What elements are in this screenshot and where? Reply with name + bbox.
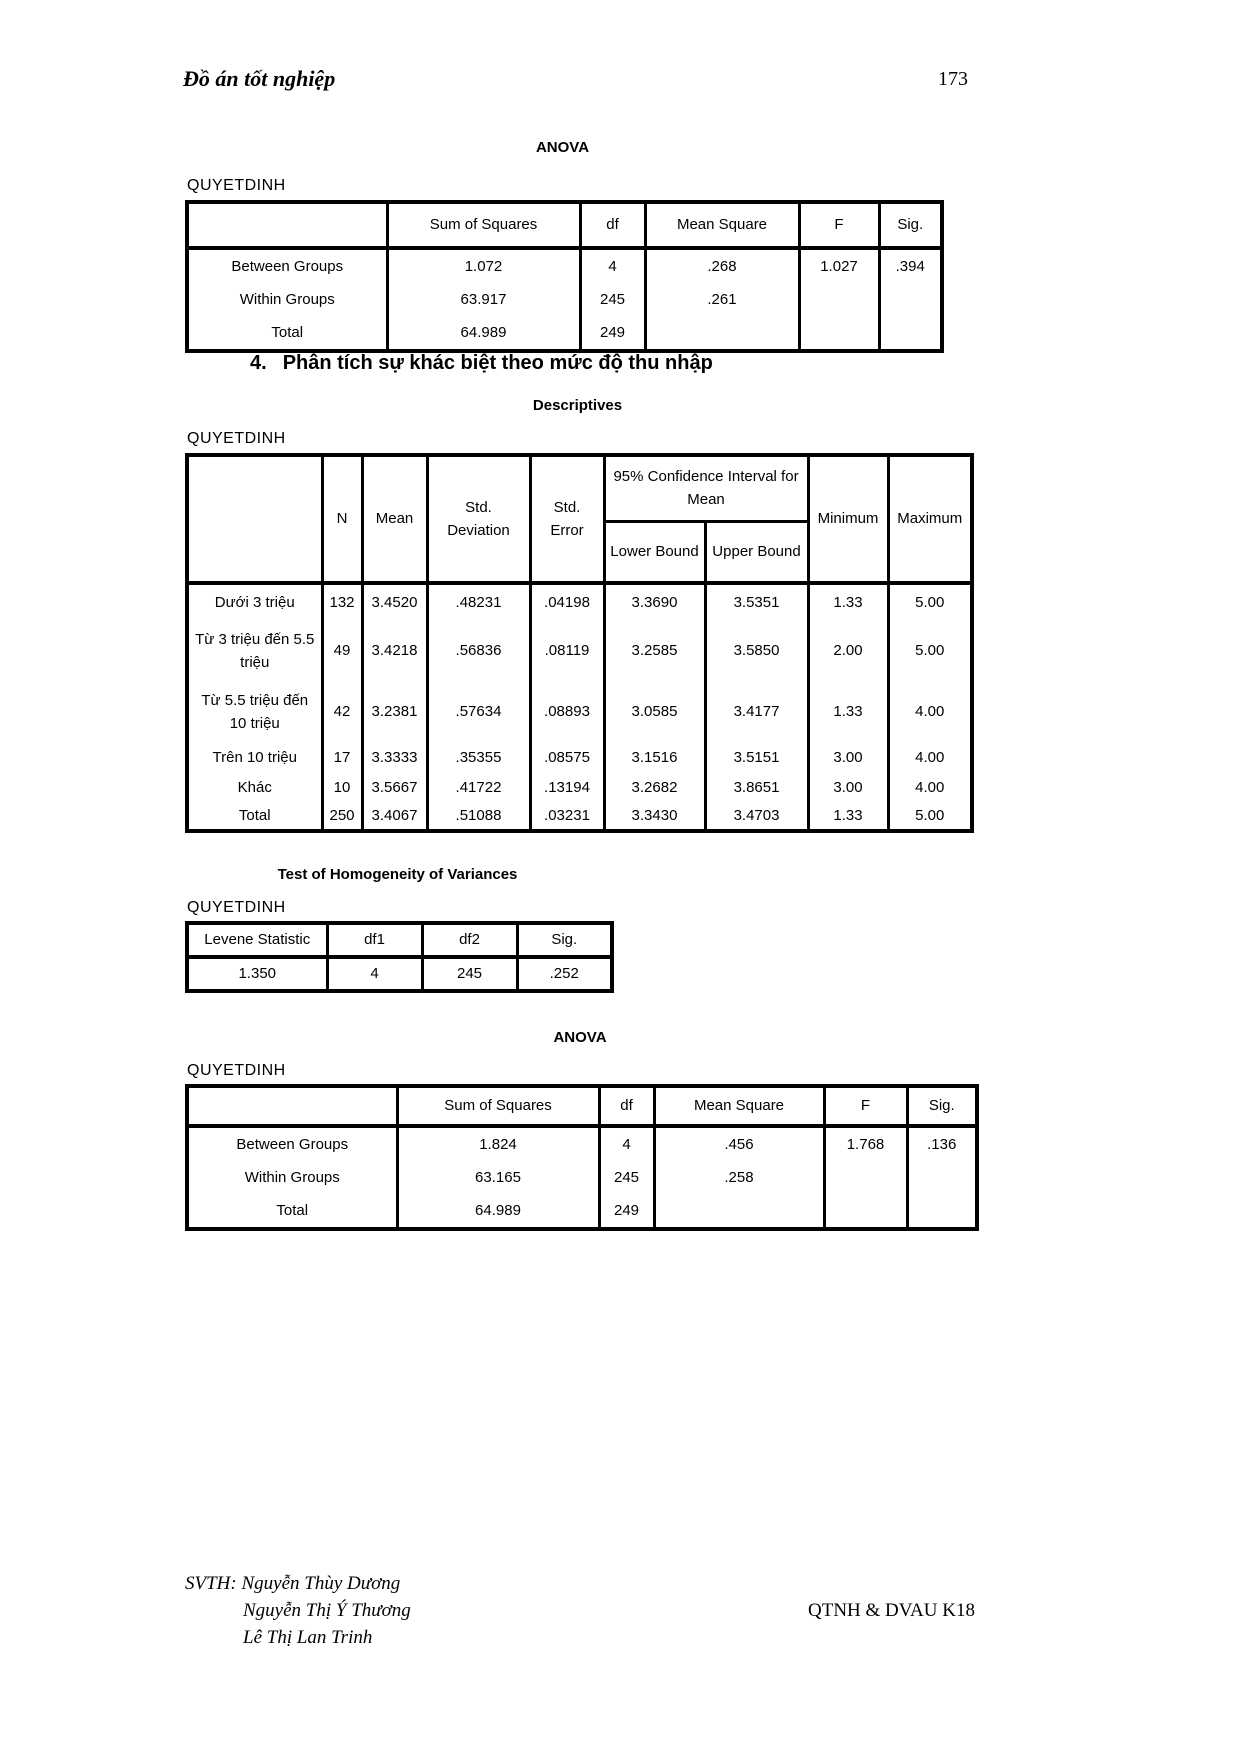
cell: 2.00	[808, 621, 888, 681]
row-label: Khác	[187, 773, 322, 802]
descriptives-header-empty	[187, 455, 322, 583]
row-label: Từ 5.5 triệu đến 10 triệu	[187, 681, 322, 743]
cell: 245	[599, 1161, 654, 1195]
descriptives-header-std-error: Std. Error	[530, 455, 604, 583]
cell: .268	[645, 248, 799, 283]
row-label: Within Groups	[187, 1161, 397, 1195]
cell: 17	[322, 743, 362, 773]
homogeneity-header-df1: df1	[327, 923, 422, 957]
footer-author-line-1: SVTH: Nguyễn Thùy Dương	[185, 1573, 401, 1594]
cell: 245	[580, 283, 645, 317]
cell: 3.4177	[705, 681, 808, 743]
cell: .261	[645, 283, 799, 317]
descriptives-header-upper-bound: Upper Bound	[705, 521, 808, 583]
anova2-variable-label: QUYETDINH	[187, 1062, 286, 1079]
cell: 5.00	[888, 802, 972, 831]
cell: 63.165	[397, 1161, 599, 1195]
table-row	[187, 621, 972, 681]
table-row	[187, 283, 942, 317]
cell: 3.3430	[604, 802, 705, 831]
homogeneity-header-levene: Levene Statistic	[187, 923, 327, 957]
anova2-header-df: df	[599, 1086, 654, 1126]
cell: .13194	[530, 773, 604, 802]
cell: 4.00	[888, 681, 972, 743]
cell: 4.00	[888, 743, 972, 773]
descriptives-header-maximum: Maximum	[888, 455, 972, 583]
cell: .57634	[427, 681, 530, 743]
cell: .56836	[427, 621, 530, 681]
anova2-header-mean-square: Mean Square	[654, 1086, 824, 1126]
row-label: Trên 10 triệu	[187, 743, 322, 773]
row-label: Dưới 3 triệu	[187, 583, 322, 621]
cell: .03231	[530, 802, 604, 831]
cell: .51088	[427, 802, 530, 831]
footer-author-line-3: Lê Thị Lan Trinh	[243, 1627, 373, 1648]
descriptives-header-lower-bound: Lower Bound	[604, 521, 705, 583]
table-row	[187, 317, 942, 351]
descriptives-title: Descriptives	[532, 397, 623, 414]
anova2-table	[185, 1084, 979, 1231]
cell: 1.072	[387, 248, 580, 283]
cell: 250	[322, 802, 362, 831]
homogeneity-header-row	[187, 923, 612, 957]
homogeneity-table	[185, 921, 614, 993]
cell: .41722	[427, 773, 530, 802]
cell: 42	[322, 681, 362, 743]
anova2-header-empty	[187, 1086, 397, 1126]
anova2-header-row	[187, 1086, 977, 1126]
anova1-header-empty	[187, 202, 387, 248]
cell: 132	[322, 583, 362, 621]
footer-class-label: QTNH & DVAU K18	[808, 1600, 975, 1621]
cell: 1.350	[187, 957, 327, 991]
descriptives-header-mean: Mean	[362, 455, 427, 583]
cell: 10	[322, 773, 362, 802]
cell: 3.2585	[604, 621, 705, 681]
table-row	[187, 957, 612, 991]
cell: 1.027	[799, 248, 879, 283]
homogeneity-header-sig: Sig.	[517, 923, 612, 957]
cell: 64.989	[387, 317, 580, 351]
section-number: 4.	[250, 352, 267, 374]
cell	[799, 283, 879, 317]
descriptives-header-row-1	[187, 455, 972, 521]
cell: .258	[654, 1161, 824, 1195]
cell: 1.33	[808, 802, 888, 831]
anova2-title: ANOVA	[553, 1029, 607, 1046]
table-row	[187, 681, 972, 743]
cell: 3.00	[808, 773, 888, 802]
cell: .08893	[530, 681, 604, 743]
cell: 249	[599, 1195, 654, 1229]
cell	[645, 317, 799, 351]
cell: 5.00	[888, 621, 972, 681]
cell: 3.4067	[362, 802, 427, 831]
cell: .35355	[427, 743, 530, 773]
cell: .394	[879, 248, 942, 283]
cell: .136	[907, 1126, 977, 1161]
cell: 3.4703	[705, 802, 808, 831]
cell	[824, 1161, 907, 1195]
section-heading	[250, 352, 713, 375]
cell: 3.5667	[362, 773, 427, 802]
descriptives-header-minimum: Minimum	[808, 455, 888, 583]
table-row	[187, 802, 972, 831]
cell: 5.00	[888, 583, 972, 621]
descriptives-header-n: N	[322, 455, 362, 583]
cell: 3.5351	[705, 583, 808, 621]
footer-author-line-2: Nguyễn Thị Ý Thương	[243, 1600, 411, 1621]
anova1-variable-label: QUYETDINH	[187, 177, 286, 194]
cell: 3.2381	[362, 681, 427, 743]
cell: .08575	[530, 743, 604, 773]
anova1-title: ANOVA	[535, 139, 590, 156]
row-label: Total	[187, 802, 322, 831]
cell: 3.8651	[705, 773, 808, 802]
descriptives-variable-label: QUYETDINH	[187, 430, 286, 447]
table-row	[187, 1195, 977, 1229]
cell: 3.3333	[362, 743, 427, 773]
cell: 1.824	[397, 1126, 599, 1161]
cell: .252	[517, 957, 612, 991]
cell: 3.0585	[604, 681, 705, 743]
descriptives-header-ci-group: 95% Confidence Interval for Mean	[604, 455, 808, 521]
cell: 245	[422, 957, 517, 991]
section-title: Phân tích sự khác biệt theo mức độ thu nhập	[282, 352, 713, 374]
table-row	[187, 583, 972, 621]
page-number: 173	[938, 68, 968, 90]
cell: 3.2682	[604, 773, 705, 802]
anova1-header-sum-of-squares: Sum of Squares	[387, 202, 580, 248]
row-label: Total	[187, 317, 387, 351]
anova2-header-sum-of-squares: Sum of Squares	[397, 1086, 599, 1126]
row-label: Between Groups	[187, 1126, 397, 1161]
cell: 3.1516	[604, 743, 705, 773]
cell: 1.768	[824, 1126, 907, 1161]
row-label: Between Groups	[187, 248, 387, 283]
cell: 3.4218	[362, 621, 427, 681]
cell: 3.00	[808, 743, 888, 773]
cell: .08119	[530, 621, 604, 681]
cell	[879, 317, 942, 351]
row-label: Từ 3 triệu đến 5.5 triệu	[187, 621, 322, 681]
cell: .456	[654, 1126, 824, 1161]
cell: 4	[599, 1126, 654, 1161]
table-row	[187, 743, 972, 773]
cell: 4	[327, 957, 422, 991]
cell: .04198	[530, 583, 604, 621]
cell: 3.4520	[362, 583, 427, 621]
table-row	[187, 773, 972, 802]
cell: 249	[580, 317, 645, 351]
cell: 1.33	[808, 583, 888, 621]
cell: 4.00	[888, 773, 972, 802]
cell	[799, 317, 879, 351]
cell	[654, 1195, 824, 1229]
descriptives-table	[185, 453, 974, 833]
cell	[907, 1195, 977, 1229]
cell: 63.917	[387, 283, 580, 317]
anova1-header-row	[187, 202, 942, 248]
table-row	[187, 248, 942, 283]
table-row	[187, 1161, 977, 1195]
descriptives-header-std-deviation: Std. Deviation	[427, 455, 530, 583]
cell: 3.5850	[705, 621, 808, 681]
cell	[824, 1195, 907, 1229]
homogeneity-variable-label: QUYETDINH	[187, 899, 286, 916]
cell	[879, 283, 942, 317]
homogeneity-title: Test of Homogeneity of Variances	[277, 866, 518, 883]
anova1-header-df: df	[580, 202, 645, 248]
table-row	[187, 1126, 977, 1161]
cell: 64.989	[397, 1195, 599, 1229]
cell	[907, 1161, 977, 1195]
anova1-table	[185, 200, 944, 353]
row-label: Total	[187, 1195, 397, 1229]
anova1-header-mean-square: Mean Square	[645, 202, 799, 248]
anova1-header-sig: Sig.	[879, 202, 942, 248]
document-header-title: Đồ án tốt nghiệp	[183, 66, 336, 91]
homogeneity-header-df2: df2	[422, 923, 517, 957]
cell: 4	[580, 248, 645, 283]
cell: 3.3690	[604, 583, 705, 621]
cell: 3.5151	[705, 743, 808, 773]
anova2-header-f: F	[824, 1086, 907, 1126]
cell: 1.33	[808, 681, 888, 743]
anova1-header-f: F	[799, 202, 879, 248]
cell: 49	[322, 621, 362, 681]
anova2-header-sig: Sig.	[907, 1086, 977, 1126]
cell: .48231	[427, 583, 530, 621]
row-label: Within Groups	[187, 283, 387, 317]
